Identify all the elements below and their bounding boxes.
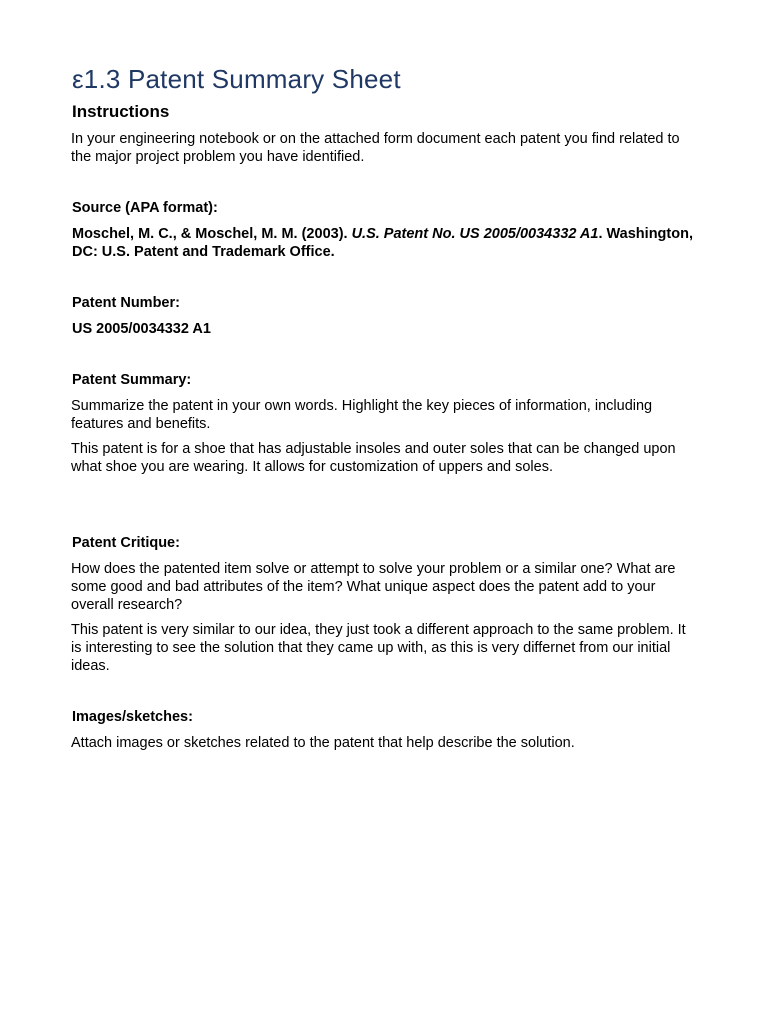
patent-summary-answer: This patent is for a shoe that has adjustable insoles and outer soles that can be changed upon what shoe you are wearing. It allows for customization of uppers and soles. (71, 441, 676, 475)
instructions-text: In your engineering notebook or on the attached form document each patent you find related to the major project problem you have identified. (71, 131, 680, 165)
patent-number-label: Patent Number: (72, 295, 180, 311)
citation-title: U.S. Patent No. US 2005/0034332 A1 (351, 226, 599, 242)
source-citation (72, 225, 697, 261)
patent-number-value: US 2005/0034332 A1 (72, 321, 211, 337)
patent-critique-prompt: How does the patented item solve or attempt to solve your problem or a similar one? What are some good and bad attributes of the item? What unique aspect does the patent add to your overall research? (71, 561, 676, 613)
source-label: Source (APA format): (72, 200, 218, 216)
images-sketches-prompt: Attach images or sketches related to the patent that help describe the solution. (71, 735, 575, 751)
page-title: ε1.3 Patent Summary Sheet (72, 64, 401, 94)
patent-critique-label: Patent Critique: (72, 535, 180, 551)
patent-summary-label: Patent Summary: (72, 372, 192, 388)
instructions-heading: Instructions (72, 102, 170, 121)
patent-critique-answer: This patent is very similar to our idea, they just took a different approach to the same problem. It is interesting to see the solution that they came up with, as this is very differnet from our initial ideas. (71, 622, 686, 674)
citation-publisher: . Washington, DC: U.S. Patent and Trademark Office. (72, 226, 693, 260)
patent-summary-prompt: Summarize the patent in your own words. Highlight the key pieces of information, including features and benefits. (71, 398, 653, 432)
images-sketches-label: Images/sketches: (72, 709, 193, 725)
citation-authors: Moschel, M. C., & Moschel, M. M. (2003). (72, 226, 352, 242)
